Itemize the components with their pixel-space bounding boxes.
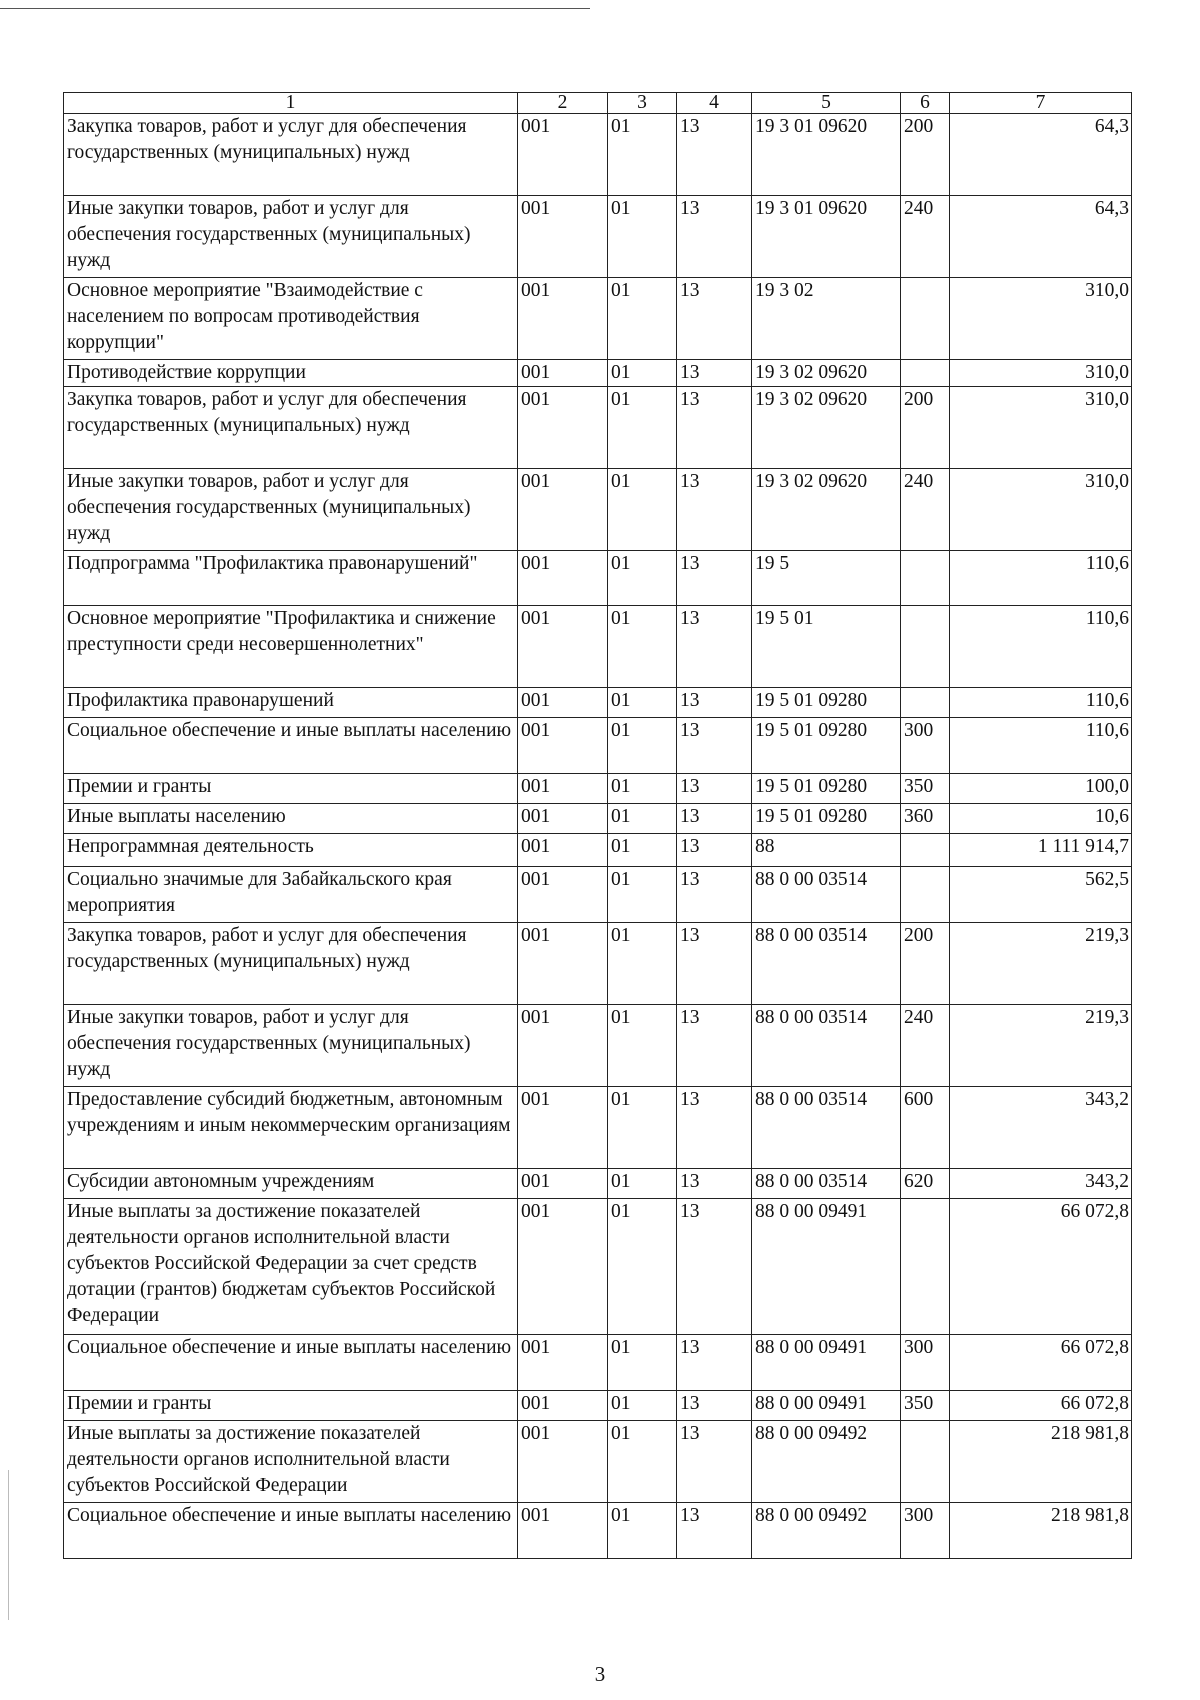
row-col2: 001 [518, 278, 608, 360]
budget-table [63, 92, 1132, 1559]
row-col2: 001 [518, 1335, 608, 1391]
row-code: 19 3 02 09620 [752, 469, 901, 551]
row-type: 350 [901, 774, 950, 804]
row-code: 19 5 01 09280 [752, 774, 901, 804]
row-col2: 001 [518, 718, 608, 774]
table-row [64, 1087, 1132, 1169]
row-name: Основное мероприятие "Взаимодействие с населением по вопросам противодействия коррупции" [64, 278, 518, 360]
row-col4: 13 [677, 688, 752, 718]
top-rule [0, 8, 590, 9]
row-type: 240 [901, 469, 950, 551]
row-type: 240 [901, 1005, 950, 1087]
row-col2: 001 [518, 114, 608, 196]
row-col2: 001 [518, 1005, 608, 1087]
row-col4: 13 [677, 387, 752, 469]
row-type: 620 [901, 1169, 950, 1199]
row-name: Закупка товаров, работ и услуг для обеспечения государственных (муниципальных) нужд [64, 114, 518, 196]
row-code: 19 3 02 09620 [752, 360, 901, 387]
row-name: Социальное обеспечение и иные выплаты населению [64, 1503, 518, 1559]
row-col3: 01 [608, 718, 677, 774]
row-name: Основное мероприятие "Профилактика и снижение преступности среди несовершеннолетних" [64, 606, 518, 688]
row-name: Непрограммная деятельность [64, 834, 518, 867]
table-row [64, 923, 1132, 1005]
row-name: Профилактика правонарушений [64, 688, 518, 718]
col-header-4: 4 [677, 93, 752, 114]
row-type: 300 [901, 1335, 950, 1391]
row-amount: 66 072,8 [950, 1335, 1132, 1391]
row-col3: 01 [608, 834, 677, 867]
row-name: Социально значимые для Забайкальского края мероприятия [64, 867, 518, 923]
row-code: 19 3 01 09620 [752, 196, 901, 278]
row-type: 300 [901, 718, 950, 774]
row-col4: 13 [677, 278, 752, 360]
row-name: Премии и гранты [64, 774, 518, 804]
row-col3: 01 [608, 774, 677, 804]
row-type [901, 688, 950, 718]
row-amount: 218 981,8 [950, 1503, 1132, 1559]
col-header-5: 5 [752, 93, 901, 114]
col-header-3: 3 [608, 93, 677, 114]
row-code: 19 5 [752, 551, 901, 606]
row-col4: 13 [677, 923, 752, 1005]
row-col3: 01 [608, 469, 677, 551]
table-row [64, 1421, 1132, 1503]
col-header-2: 2 [518, 93, 608, 114]
col-header-6: 6 [901, 93, 950, 114]
row-col2: 001 [518, 387, 608, 469]
row-col4: 13 [677, 606, 752, 688]
row-col4: 13 [677, 469, 752, 551]
row-col2: 001 [518, 1199, 608, 1335]
row-code: 88 0 00 03514 [752, 923, 901, 1005]
row-col4: 13 [677, 1169, 752, 1199]
row-type [901, 1421, 950, 1503]
row-col2: 001 [518, 867, 608, 923]
row-amount: 310,0 [950, 360, 1132, 387]
table-body [64, 114, 1132, 1559]
row-col3: 01 [608, 1199, 677, 1335]
row-type: 600 [901, 1087, 950, 1169]
row-col4: 13 [677, 1335, 752, 1391]
row-col4: 13 [677, 774, 752, 804]
table-row [64, 1391, 1132, 1421]
row-code: 19 3 01 09620 [752, 114, 901, 196]
row-col4: 13 [677, 1005, 752, 1087]
row-code: 88 0 00 09491 [752, 1199, 901, 1335]
row-col2: 001 [518, 774, 608, 804]
row-amount: 64,3 [950, 114, 1132, 196]
table-row [64, 387, 1132, 469]
table-row [64, 278, 1132, 360]
table-row [64, 688, 1132, 718]
row-col4: 13 [677, 718, 752, 774]
row-name: Иные закупки товаров, работ и услуг для обеспечения государственных (муниципальных) нужд [64, 469, 518, 551]
row-name: Закупка товаров, работ и услуг для обеспечения государственных (муниципальных) нужд [64, 923, 518, 1005]
row-code: 19 5 01 09280 [752, 718, 901, 774]
row-type: 200 [901, 923, 950, 1005]
row-col4: 13 [677, 1087, 752, 1169]
row-amount: 66 072,8 [950, 1199, 1132, 1335]
row-type: 240 [901, 196, 950, 278]
table-row [64, 114, 1132, 196]
row-name: Иные выплаты населению [64, 804, 518, 834]
row-type: 200 [901, 114, 950, 196]
column-number-row [64, 93, 1132, 114]
row-name: Премии и гранты [64, 1391, 518, 1421]
row-type [901, 278, 950, 360]
row-code: 88 0 00 09491 [752, 1335, 901, 1391]
row-name: Противодействие коррупции [64, 360, 518, 387]
table-row [64, 1199, 1132, 1335]
row-name: Иные выплаты за достижение показателей деятельности органов исполнительной власти субъектов Российской Федерации [64, 1421, 518, 1503]
row-type: 200 [901, 387, 950, 469]
row-col3: 01 [608, 804, 677, 834]
row-col2: 001 [518, 360, 608, 387]
page-number: 3 [594, 1662, 606, 1686]
row-code: 88 0 00 03514 [752, 1169, 901, 1199]
table-row [64, 1503, 1132, 1559]
row-amount: 66 072,8 [950, 1391, 1132, 1421]
table-row [64, 1005, 1132, 1087]
row-amount: 343,2 [950, 1087, 1132, 1169]
row-col4: 13 [677, 551, 752, 606]
table-row [64, 606, 1132, 688]
row-amount: 110,6 [950, 688, 1132, 718]
row-name: Предоставление субсидий бюджетным, автономным учреждениям и иным некоммерческим организациям [64, 1087, 518, 1169]
row-amount: 310,0 [950, 278, 1132, 360]
row-name: Субсидии автономным учреждениям [64, 1169, 518, 1199]
row-amount: 219,3 [950, 923, 1132, 1005]
row-col4: 13 [677, 196, 752, 278]
row-amount: 110,6 [950, 551, 1132, 606]
row-type: 300 [901, 1503, 950, 1559]
table-row [64, 196, 1132, 278]
row-code: 19 5 01 09280 [752, 688, 901, 718]
row-amount: 110,6 [950, 718, 1132, 774]
col-header-1: 1 [64, 93, 518, 114]
row-name: Иные закупки товаров, работ и услуг для обеспечения государственных (муниципальных) нужд [64, 196, 518, 278]
row-name: Социальное обеспечение и иные выплаты населению [64, 1335, 518, 1391]
row-col3: 01 [608, 278, 677, 360]
row-name: Подпрограмма "Профилактика правонарушений" [64, 551, 518, 606]
row-col4: 13 [677, 114, 752, 196]
row-amount: 110,6 [950, 606, 1132, 688]
row-col2: 001 [518, 196, 608, 278]
row-code: 88 0 00 03514 [752, 867, 901, 923]
row-col3: 01 [608, 1503, 677, 1559]
table-row [64, 469, 1132, 551]
row-col3: 01 [608, 1391, 677, 1421]
row-amount: 64,3 [950, 196, 1132, 278]
row-col3: 01 [608, 1421, 677, 1503]
row-col2: 001 [518, 1421, 608, 1503]
row-col4: 13 [677, 1421, 752, 1503]
row-name: Закупка товаров, работ и услуг для обеспечения государственных (муниципальных) нужд [64, 387, 518, 469]
row-col3: 01 [608, 551, 677, 606]
row-col2: 001 [518, 551, 608, 606]
row-col4: 13 [677, 867, 752, 923]
row-type [901, 360, 950, 387]
row-name: Социальное обеспечение и иные выплаты населению [64, 718, 518, 774]
row-code: 19 3 02 [752, 278, 901, 360]
row-col2: 001 [518, 804, 608, 834]
row-col4: 13 [677, 1503, 752, 1559]
row-amount: 343,2 [950, 1169, 1132, 1199]
row-code: 88 0 00 09491 [752, 1391, 901, 1421]
row-code: 19 5 01 [752, 606, 901, 688]
row-code: 88 0 00 03514 [752, 1005, 901, 1087]
row-amount: 10,6 [950, 804, 1132, 834]
row-amount: 219,3 [950, 1005, 1132, 1087]
row-col3: 01 [608, 867, 677, 923]
table-row [64, 551, 1132, 606]
row-col4: 13 [677, 804, 752, 834]
row-amount: 562,5 [950, 867, 1132, 923]
table-row [64, 718, 1132, 774]
row-amount: 310,0 [950, 469, 1132, 551]
row-col3: 01 [608, 1335, 677, 1391]
row-col2: 001 [518, 606, 608, 688]
row-type [901, 606, 950, 688]
row-amount: 310,0 [950, 387, 1132, 469]
row-col3: 01 [608, 1087, 677, 1169]
row-type: 350 [901, 1391, 950, 1421]
row-col3: 01 [608, 1005, 677, 1087]
row-code: 88 [752, 834, 901, 867]
row-amount: 1 111 914,7 [950, 834, 1132, 867]
row-col2: 001 [518, 688, 608, 718]
table-row [64, 1169, 1132, 1199]
row-amount: 218 981,8 [950, 1421, 1132, 1503]
margin-line [8, 1470, 9, 1620]
row-name: Иные закупки товаров, работ и услуг для обеспечения государственных (муниципальных) нужд [64, 1005, 518, 1087]
row-col4: 13 [677, 1391, 752, 1421]
row-col2: 001 [518, 1087, 608, 1169]
row-name: Иные выплаты за достижение показателей деятельности органов исполнительной власти субъектов Российской Федерации за счет средств дотации (грантов) бюджетам субъектов Российской Федерации [64, 1199, 518, 1335]
row-type: 360 [901, 804, 950, 834]
row-col2: 001 [518, 1503, 608, 1559]
row-code: 88 0 00 09492 [752, 1503, 901, 1559]
row-col4: 13 [677, 834, 752, 867]
row-col3: 01 [608, 360, 677, 387]
row-col2: 001 [518, 923, 608, 1005]
table-row [64, 774, 1132, 804]
row-col3: 01 [608, 688, 677, 718]
row-type [901, 834, 950, 867]
row-col4: 13 [677, 360, 752, 387]
row-type [901, 551, 950, 606]
row-col2: 001 [518, 1169, 608, 1199]
row-col3: 01 [608, 114, 677, 196]
row-code: 19 3 02 09620 [752, 387, 901, 469]
row-col3: 01 [608, 1169, 677, 1199]
row-col4: 13 [677, 1199, 752, 1335]
row-col3: 01 [608, 606, 677, 688]
table-row [64, 867, 1132, 923]
row-col2: 001 [518, 469, 608, 551]
row-code: 88 0 00 09492 [752, 1421, 901, 1503]
table-row [64, 834, 1132, 867]
row-code: 88 0 00 03514 [752, 1087, 901, 1169]
row-amount: 100,0 [950, 774, 1132, 804]
row-col3: 01 [608, 196, 677, 278]
table-row [64, 360, 1132, 387]
row-type [901, 1199, 950, 1335]
row-col3: 01 [608, 387, 677, 469]
row-col2: 001 [518, 834, 608, 867]
table-row [64, 1335, 1132, 1391]
row-col3: 01 [608, 923, 677, 1005]
row-type [901, 867, 950, 923]
row-code: 19 5 01 09280 [752, 804, 901, 834]
table-row [64, 804, 1132, 834]
col-header-7: 7 [950, 93, 1132, 114]
row-col2: 001 [518, 1391, 608, 1421]
